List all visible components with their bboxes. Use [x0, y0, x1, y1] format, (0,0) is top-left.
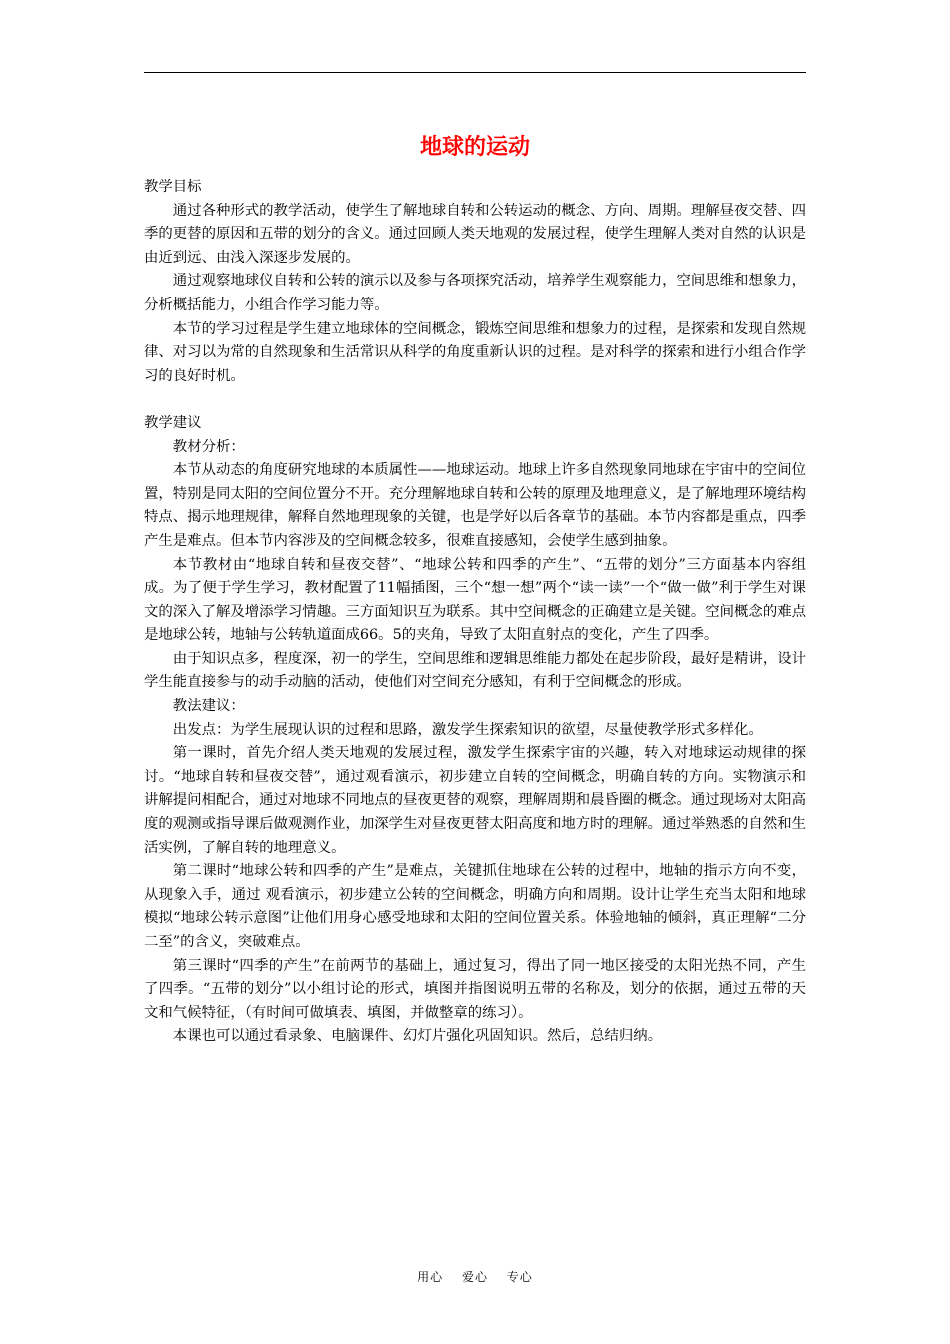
header-rule — [144, 72, 806, 73]
paragraph: 通过各种形式的教学活动，使学生了解地球自转和公转运动的概念、方向、周期。理解昼夜交替、四季的更替的原因和五带的划分的含义。通过回顾人类天地观的发展过程，使学生理解人类对自然的认识是由近到远、由浅入深逐步发展的。 — [144, 202, 806, 266]
paragraph: 通过观察地球仪自转和公转的演示以及参与各项探究活动，培养学生观察能力，空间思维和想象力，分析概括能力，小组合作学习能力等。 — [144, 273, 806, 313]
paragraph-spacer — [144, 388, 806, 412]
section-heading-suggestions: 教学建议 — [144, 414, 202, 431]
paragraph: 本节的学习过程是学生建立地球体的空间概念，锻炼空间思维和想象力的过程，是探索和发现自然规律、对习以为常的自然现象和生活常识从科学的角度重新认识的过程。是对科学的探索和进行小组合作学习的良好时机。 — [144, 320, 806, 384]
paragraph: 本课也可以通过看录象、电脑课件、幻灯片强化巩固知识。然后，总结归纳。 — [172, 1028, 663, 1045]
page-footer: 用心 爱心 专心 — [417, 1270, 533, 1284]
paragraph: 由于知识点多，程度深，初一的学生，空间思维和逻辑思维能力都处在起步阶段，最好是精讲，设计学生能直接参与的动手动脑的活动，使他们对空间充分感知，有利于空间概念的形成。 — [144, 650, 806, 691]
paragraph: 本节教材由“地球自转和昼夜交替”、“地球公转和四季的产生”、“五带的划分”三方面基本内容组成。为了便于学生学习，教材配置了11幅插图，三个“想一想”两个“读一读”一个“做一做”利于学生对课文的深入了解及增添学习情趣。三方面知识互为联系。其中空间概念的正确建立是关键。空间概念的难点是地球公转，地轴与公转轨道面成66。5的夹角，导致了太阳直射点的变化，产生了四季。 — [144, 556, 806, 644]
paragraph: 第三课时“四季的产生”在前两节的基础上，通过复习，得出了同一地区接受的太阳光热不同，产生了四季。“五带的划分”以小组讨论的形式，填图并指图说明五带的名称及，划分的依据，通过五带的天文和气候特征，（有时间可做填表、填图，并做整章的练习）。 — [144, 957, 806, 1021]
subheading-textbook-analysis: 教材分析： — [172, 438, 245, 455]
document-body — [144, 176, 806, 1049]
paragraph: 第一课时，首先介绍人类天地观的发展过程，激发学生探索宇宙的兴趣，转入对地球运动规律的探讨。“地球自转和昼夜交替”，通过观看演示，初步建立自转的空间概念，明确自转的方向。实物演示和讲解提问相配合，通过对地球不同地点的昼夜更替的观察，理解周期和晨昏圈的概念。通过现场对太阳高度的观测或指导课后做观测作业，加深学生对昼夜更替太阳高度和地方时的理解。通过举熟悉的自然和生活实例，了解自转的地理意义。 — [144, 745, 806, 856]
subheading-teaching-method: 教法建议： — [172, 698, 245, 715]
section-heading-objectives: 教学目标 — [144, 179, 202, 195]
paragraph: 本节从动态的角度研究地球的本质属性——地球运动。地球上许多自然现象同地球在宇宙中的空间位置，特别是同太阳的空间位置分不开。充分理解地球自转和公转的原理及地理意义，是了解地理环境结构特点、揭示地理规律，解释自然地理现象的关键，也是学好以后各章节的基础。本节内容都是重点，四季产生是难点。但本节内容涉及的空间概念较多，很难直接感知，会使学生感到抽象。 — [144, 462, 806, 549]
document-title: 地球的运动 — [419, 135, 530, 160]
paragraph: 出发点：为学生展现认识的过程和思路，激发学生探索知识的欲望，尽量使教学形式多样化。 — [172, 721, 763, 738]
paragraph: 第二课时“地球公转和四季的产生”是难点，关键抓住地球在公转的过程中，地轴的指示方向不变，从现象入手，通过 观看演示，初步建立公转的空间概念，明确方向和周期。设计让学生充当太阳和地球模拟“地球公转示意图”让他们用身心感受地球和太阳的空间位置关系。体验地轴的倾斜，真正理解“二分二至”的含义，突破难点。 — [144, 863, 806, 950]
